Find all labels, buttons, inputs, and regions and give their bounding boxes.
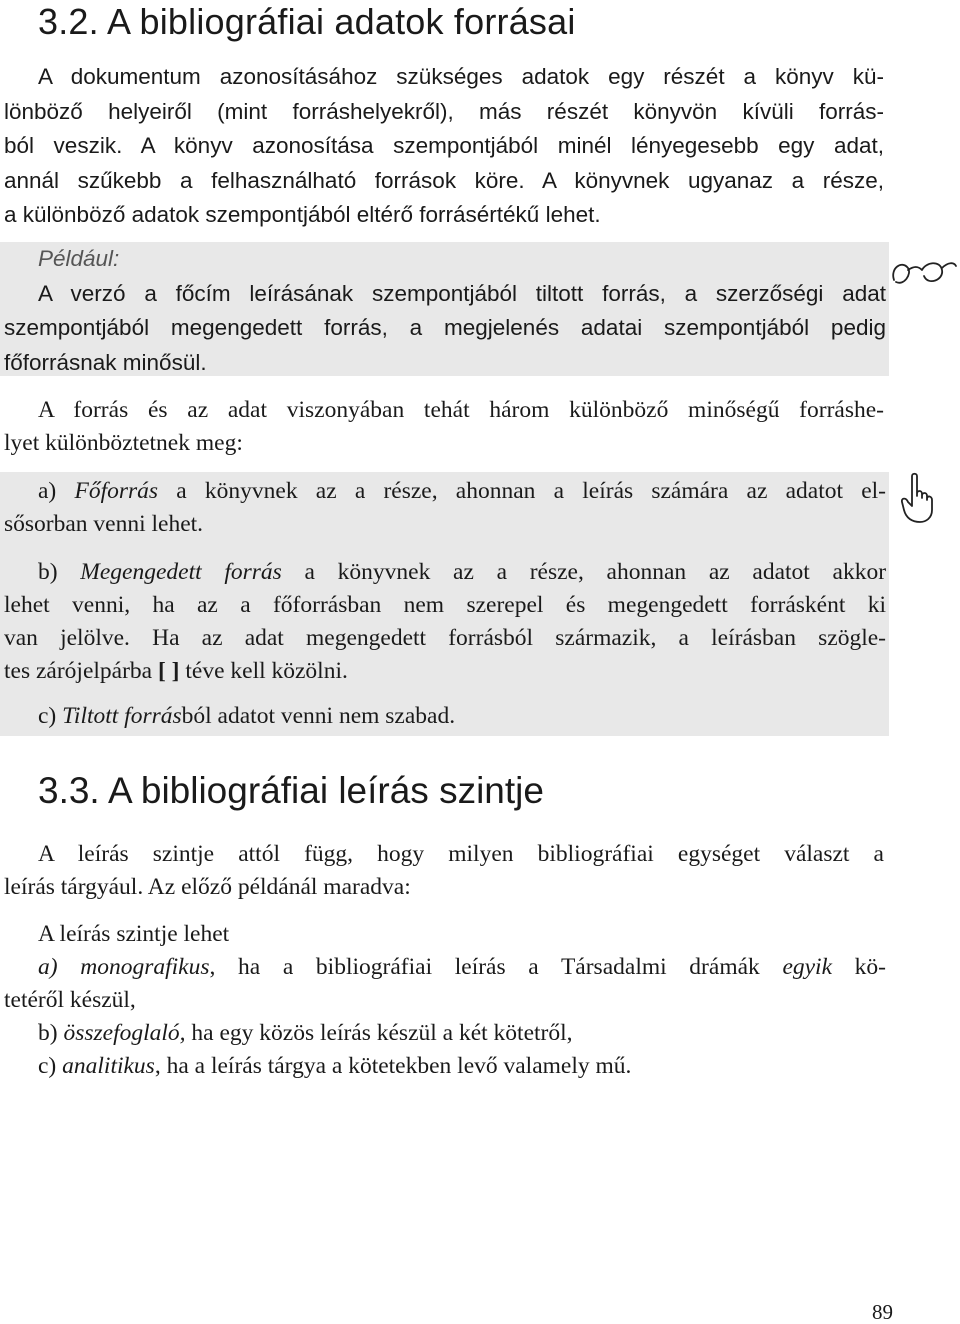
- list-item-b-line2: lehet venni, ha az a főforrásban nem szerepel és megengedett forrásként ki: [4, 592, 886, 618]
- bracket-symbol: [ ]: [157, 658, 180, 684]
- item-term: Főforrás: [74, 478, 159, 504]
- section-32-title: 3.2. A bibliográfiai adatok forrásai: [38, 1, 576, 42]
- item-text: kö-: [854, 954, 886, 980]
- level-item-c-line: [38, 1050, 886, 1083]
- section-33-intro: [4, 838, 884, 904]
- level-item-a-line: [38, 951, 886, 984]
- section-33-title: 3.3. A bibliográfiai leírás szintje: [38, 770, 544, 811]
- example-block: [4, 242, 886, 380]
- item-marker: c): [38, 703, 57, 729]
- item-emph: egyik: [782, 954, 833, 980]
- example-line: A verzó a főcím leírásának szempontjából tiltott forrás, a szerzőségi adat: [38, 280, 886, 306]
- item-text: , ha a bibliográfiai leírás a Társadalmi drámák: [209, 954, 760, 980]
- item-text: a könyvnek az a része, ahonnan a leírás számára az adatot el-: [176, 478, 886, 504]
- level-item-b-line: [38, 1017, 886, 1050]
- intro-line: A dokumentum azonosításához szükséges adatok egy részét a könyv kü-: [38, 64, 884, 89]
- item-text: téve kell közölni.: [185, 658, 348, 684]
- list-block: [4, 475, 886, 733]
- intro-line: A leírás szintje attól függ, hogy milyen bibliográfiai egységet választ a: [38, 841, 884, 867]
- relation-line: lyet különböztetnek meg:: [4, 430, 243, 456]
- item-term: Tiltott forrás: [62, 703, 182, 729]
- relation-paragraph: [4, 394, 884, 460]
- level-intro: A leírás szintje lehet: [38, 921, 230, 947]
- item-marker: b): [38, 559, 58, 585]
- intro-line: annál szűkebb a felhasználható források köre. A könyvnek ugyanaz a része,: [4, 167, 884, 193]
- intro-line: a különböző adatok szempontjából eltérő forrásértékű lehet.: [4, 202, 601, 227]
- list-item-a-line: [38, 475, 886, 508]
- intro-line: lönböző helyeiről (mint forráshelyekről), más részét könyvön kívüli forrás-: [4, 98, 884, 124]
- item-text: , ha a leírás tárgya a kötetekben levő valamely mű.: [154, 1053, 632, 1079]
- glasses-icon: [888, 258, 958, 292]
- example-line: főforrásnak minősül.: [4, 349, 207, 375]
- example-line: szempontjából megengedett forrás, a megjelenés adatai szempontjából pedig: [4, 315, 886, 340]
- item-text: ból adatot venni nem szabad.: [181, 703, 456, 729]
- level-item-a-line2: tetéről készül,: [4, 987, 136, 1013]
- item-text: a könyvnek az a része, ahonnan az adatot akkor: [304, 559, 887, 585]
- item-text: ha egy közös leírás készül a két kötetről,: [191, 1020, 573, 1046]
- relation-line: A forrás és az adat viszonyában tehát három különböző minőségű forráshe-: [38, 397, 884, 423]
- intro-line: leírás tárgyául. Az előző példánál maradva:: [4, 874, 411, 900]
- item-marker: a): [38, 478, 57, 504]
- item-term: analitikus: [62, 1053, 155, 1079]
- level-list: [4, 918, 886, 1083]
- section-32-intro: [4, 60, 884, 233]
- item-marker: b): [38, 1020, 58, 1046]
- list-item-a-line2: sősorban venni lehet.: [4, 511, 204, 537]
- item-term: a) monografikus: [38, 954, 210, 980]
- list-item-b-line: [38, 556, 886, 589]
- list-item-c-line: [38, 700, 886, 733]
- page-number: 89: [872, 1300, 893, 1324]
- pointing-hand-icon: [898, 472, 938, 524]
- item-term: Megengedett forrás: [80, 559, 282, 585]
- intro-line: ból veszik. A könyv azonosítása szempontjából minél lényegesebb egy adat,: [4, 133, 884, 158]
- item-text: tes zárójelpárba: [4, 658, 153, 684]
- item-term: összefoglaló,: [63, 1020, 186, 1046]
- list-item-b-line3: van jelölve. Ha az adat megengedett forrásból származik, a leírásban szögle-: [4, 625, 886, 651]
- list-item-b-line4: [4, 655, 886, 688]
- item-marker: c): [38, 1053, 57, 1079]
- example-label: Például:: [38, 246, 120, 271]
